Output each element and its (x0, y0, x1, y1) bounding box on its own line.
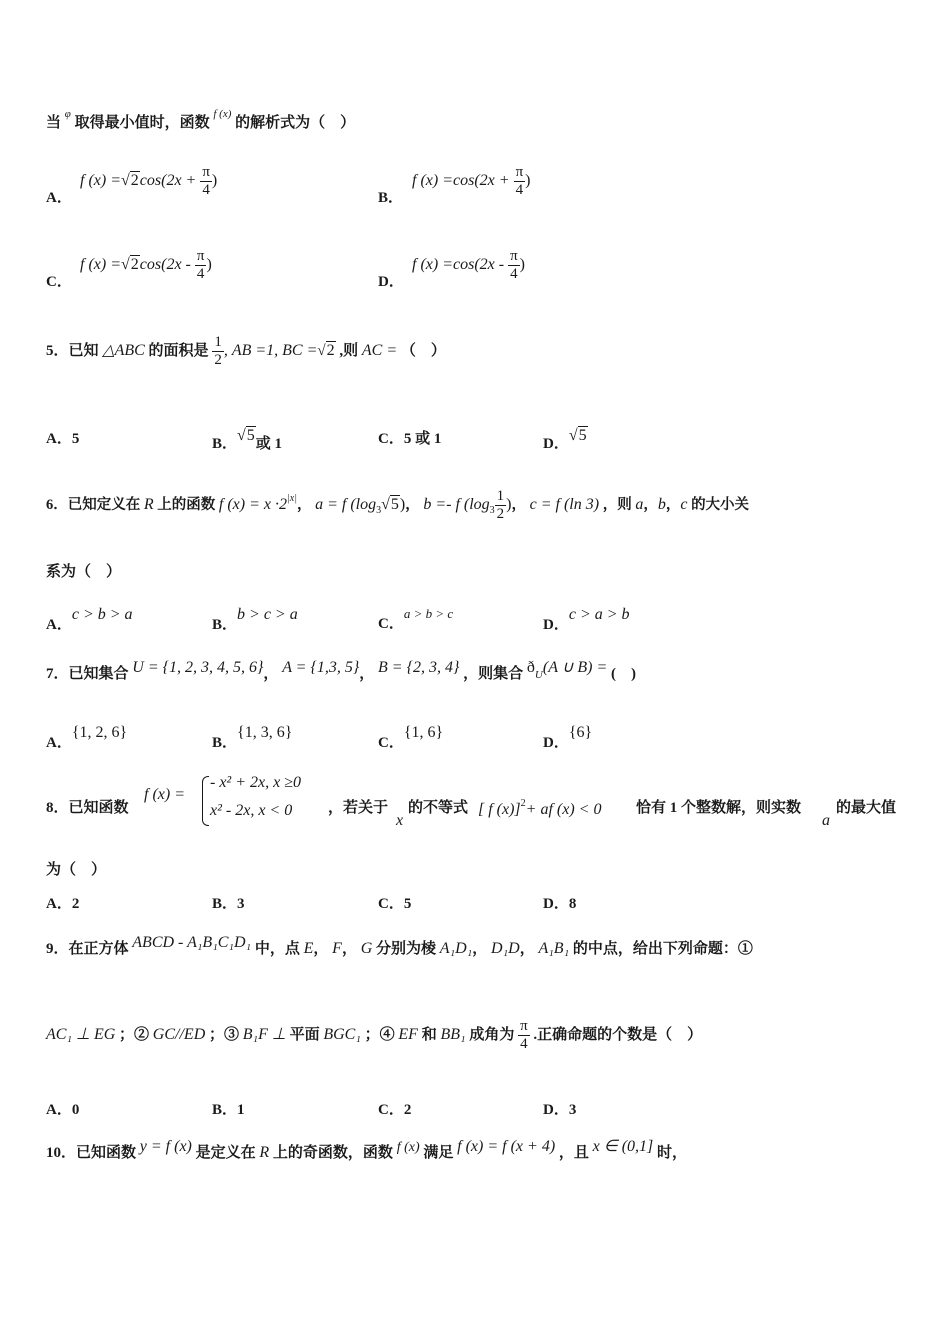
q4-option-a-label: A． (46, 190, 72, 206)
q6-stem-line2: 系为（ ） (46, 564, 122, 580)
q4-stem-post: 的解析式为（ ） (235, 115, 356, 131)
q4-option-d: f (x) =cos(2x - $\frac{\pi}{4}$ ) (412, 248, 525, 282)
q10-stem: 10．已知函数 y = f (x) 是定义在 R 上的奇函数，函数 f (x) 满足 f (x) = f (x + 4) ，且 x ∈ (0,1] 时， (46, 1138, 688, 1161)
q9-option-d: D．3 (543, 1102, 577, 1118)
q9-stem: 9．在正方体 ABCD - A₁B₁C₁D₁ 中，点 E， F， G 分别为棱 A₁D₁， D₁D， A₁B₁ 的中点，给出下列命题：① (46, 934, 753, 957)
q9-option-b: B．1 (212, 1102, 245, 1118)
q5-option-d: D．√5 (543, 427, 587, 452)
q5-triangle: △ABC (102, 341, 145, 359)
q8-option-c: C．5 (378, 896, 412, 912)
q9-propositions: AC₁ ⊥ EG ；② GC//ED ；③ B₁F ⊥ 平面 BGC₁ ；④ EF 和 BB₁ 成角为 $\frac{\pi}{4}$ .正确命题的个数是（ ） (46, 1018, 703, 1052)
q5-option-a: A．5 (46, 431, 80, 447)
q8-stem-line2: 为（ ） (46, 862, 107, 878)
q4-option-c: f (x) =√2cos(2x - $\frac{\pi}{4}$ ) (80, 248, 212, 282)
q4-option-b-label: B． (378, 190, 404, 206)
q7-option-a: A．{1, 2, 6} (46, 724, 128, 751)
q4-stem-pre: 当 (46, 115, 62, 131)
q7-stem: 7．已知集合 U = {1, 2, 3, 4, 5, 6}， A = {1,3, 5}， B = {2, 3, 4} ，则集合 ðU(A ∪ B) = ( ) (46, 659, 637, 682)
q6-option-b: B．b > c > a (212, 606, 298, 633)
q4-option-c-label: C． (46, 274, 72, 290)
q9-option-a: A．0 (46, 1102, 80, 1118)
q6-option-d: D．c > a > b (543, 606, 630, 633)
q8-option-b: B．3 (212, 896, 245, 912)
q4-option-b: f (x) =cos(2x + $\frac{\pi}{4}$ ) (412, 164, 531, 198)
q5-option-b: B．√5或 1 (212, 427, 283, 452)
q5-stem: 5．已知 △ABC 的面积是 $\frac{1}{2}$ , AB =1, BC =√2 ,则 AC = （ ） (46, 334, 446, 368)
q6-option-c: C．a > b > c (378, 606, 454, 632)
q7-option-b: B．{1, 3, 6} (212, 724, 293, 751)
q4-option-a: f (x) =√2cos(2x + $\frac{\pi}{4}$ ) (80, 164, 218, 198)
q7-option-d: D．{6} (543, 724, 593, 751)
q5-option-c: C．5 或 1 (378, 431, 442, 447)
q4-phi: φ (64, 108, 71, 120)
q8-option-d: D．8 (543, 896, 577, 912)
q4-fx: f (x) (213, 108, 232, 120)
q7-option-c: C．{1, 6} (378, 724, 444, 751)
q9-option-c: C．2 (378, 1102, 412, 1118)
q4-option-d-label: D． (378, 274, 404, 290)
q4-stem (46, 108, 355, 132)
q8-option-a: A．2 (46, 896, 80, 912)
q6-stem: 6．已知定义在 R 上的函数 f $(x) = x \cdot 2^{|x|}$， a = f $(\log_3√5)$， b =- f ($\log_3$ $\frac{1}{2}$ )， c = f (ln 3) ，则 a，b，c 的大小关 (46, 488, 750, 522)
q6-option-a: A．c > b > a (46, 606, 133, 633)
q4-stem-mid: 取得最小值时，函数 (74, 115, 210, 131)
